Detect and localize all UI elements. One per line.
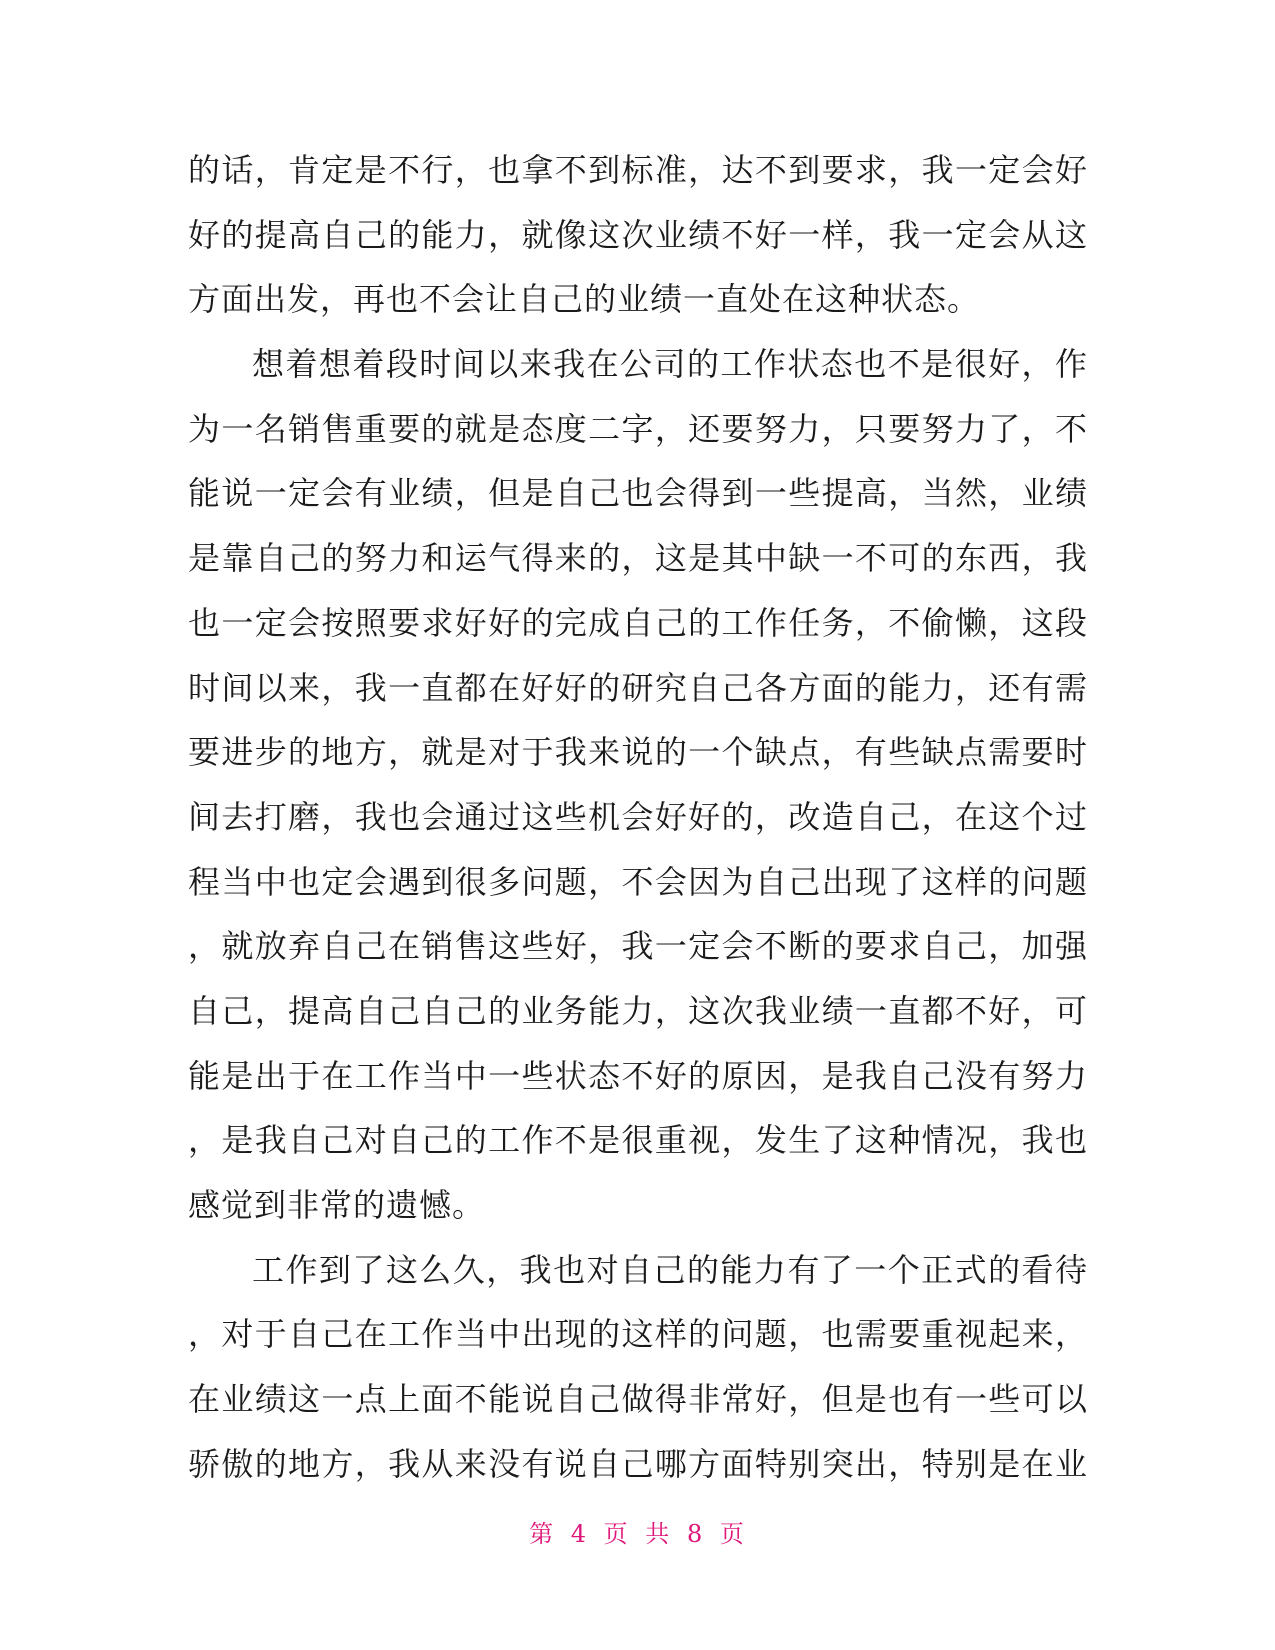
text-line: 间去打磨，我也会通过这些机会好好的，改造自己，在这个过 [188, 797, 1088, 836]
text-line: 的话，肯定是不行，也拿不到标准，达不到要求，我一定会好 [188, 151, 1088, 189]
page-number-footer: 第 4 页 共 8 页 [529, 1520, 746, 1548]
text-line: 时间以来，我一直都在好好的研究自己各方面的能力，还有需 [188, 668, 1088, 707]
text-line: 程当中也定会遇到很多问题，不会因为自己出现了这样的问题 [188, 862, 1088, 901]
text-line: 为一名销售重要的就是态度二字，还要努力，只要努力了，不 [188, 409, 1088, 448]
text-line: 方面出发，再也不会让自己的业绩一直处在这种状态。 [188, 280, 981, 319]
text-line: 要进步的地方，就是对于我来说的一个缺点，有些缺点需要时 [188, 733, 1088, 772]
text-line: 能说一定会有业绩，但是自己也会得到一些提高，当然，业绩 [188, 474, 1088, 513]
text-line: 也一定会按照要求好好的完成自己的工作任务，不偷懒，这段 [188, 603, 1088, 642]
text-line: 好的提高自己的能力，就像这次业绩不好一样，我一定会从这 [188, 215, 1088, 254]
text-line: 骄傲的地方，我从来没有说自己哪方面特别突出，特别是在业 [188, 1444, 1088, 1483]
text-line: ，是我自己对自己的工作不是很重视，发生了这种情况，我也 [188, 1121, 1088, 1160]
text-line: ，对于自己在工作当中出现的这样的问题，也需要重视起来， [188, 1315, 1088, 1354]
text-line: 自己，提高自己自己的业务能力，这次我业绩一直都不好，可 [188, 991, 1088, 1030]
text-line: 感觉到非常的遗憾。 [188, 1186, 486, 1224]
paragraph-first-line: 想着想着段时间以来我在公司的工作状态也不是很好，作 [252, 345, 1088, 384]
paragraph-first-line: 工作到了这么久，我也对自己的能力有了一个正式的看待 [252, 1250, 1088, 1289]
text-line: ，就放弃自己在销售这些好，我一定会不断的要求自己，加强 [188, 927, 1088, 966]
text-line: 能是出于在工作当中一些状态不好的原因，是我自己没有努力 [188, 1056, 1088, 1095]
text-line: 是靠自己的努力和运气得来的，这是其中缺一不可的东西，我 [188, 539, 1088, 578]
text-line: 在业绩这一点上面不能说自己做得非常好，但是也有一些可以 [188, 1380, 1088, 1419]
document-body [188, 138, 1088, 1496]
